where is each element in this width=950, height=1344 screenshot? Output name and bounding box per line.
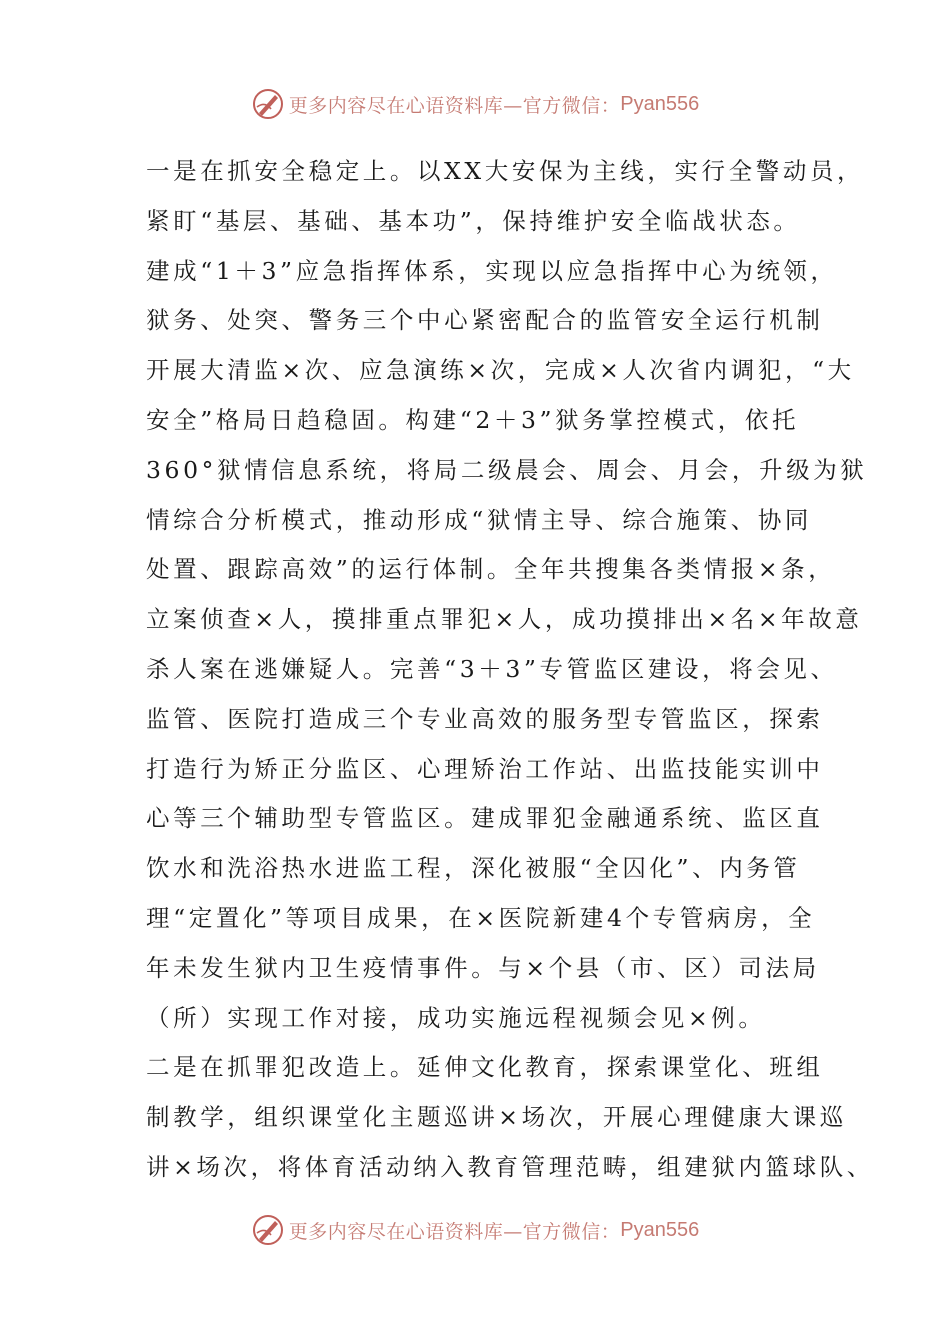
body-line: 狱务、处突、警务三个中心紧密配合的监管安全运行机制 (146, 306, 824, 335)
pen-logo-icon (251, 1213, 285, 1247)
body-line: 处置、跟踪高效”的运行体制。全年共搜集各类情报×条， (146, 555, 836, 584)
body-line: 饮水和洗浴热水进监工程，深化被服“全囚化”、内务管 (146, 854, 801, 883)
body-line: 建成“1＋3”应急指挥体系，实现以应急指挥中心为统领， (146, 256, 838, 285)
body-line: 理“定置化”等项目成果，在×医院新建4个专管病房，全 (146, 903, 816, 932)
header-banner (0, 84, 950, 124)
document-body (146, 147, 874, 1193)
body-line: 监管、医院打造成三个专业高效的服务型专管监区，探索 (146, 704, 824, 733)
body-line: 年未发生狱内卫生疫情事件。与×个县（市、区）司法局 (146, 953, 820, 982)
body-line: 杀人案在逃嫌疑人。完善“3＋3”专管监区建设，将会见、 (146, 654, 838, 683)
body-line: 打造行为矫正分监区、心理矫治工作站、出监技能实训中 (146, 754, 824, 783)
body-line: 立案侦查×人，摸排重点罪犯×人，成功摸排出×名×年故意 (146, 605, 863, 634)
body-line: 讲×场次，将体育活动纳入教育管理范畴，组建狱内篮球队、 (146, 1152, 874, 1181)
body-line: 安全”格局日趋稳固。构建“2＋3”狱务掌控模式，依托 (146, 405, 800, 434)
body-line: 二是在抓罪犯改造上。延伸文化教育，探索课堂化、班组 (146, 1053, 824, 1082)
body-line: （所）实现工作对接，成功实施远程视频会见×例。 (146, 1003, 766, 1032)
body-line: 开展大清监×次、应急演练×次，完成×人次省内调犯，“大 (146, 356, 855, 385)
footer-wechat-id: Pyan556 (620, 1218, 700, 1241)
footer-banner-text: 更多内容尽在心语资料库—官方微信： (288, 1220, 621, 1243)
body-line: 情综合分析模式，推动形成“狱情主导、综合施策、协同 (146, 505, 813, 534)
body-line: 心等三个辅助型专管监区。建成罪犯金融通系统、监区直 (146, 804, 824, 833)
footer-banner (0, 1210, 950, 1250)
header-banner-text: 更多内容尽在心语资料库—官方微信： (288, 94, 621, 117)
body-line: 制教学，组织课堂化主题巡讲×场次，开展心理健康大课巡 (146, 1103, 847, 1132)
pen-logo-icon (251, 87, 285, 121)
header-wechat-id: Pyan556 (620, 92, 700, 115)
body-line: 一是在抓安全稳定上。以XX大安保为主线，实行全警动员， (146, 157, 865, 185)
body-line: 紧盯“基层、基础、基本功”，保持维护安全临战状态。 (146, 206, 801, 235)
body-line: 360°狱情信息系统，将局二级晨会、周会、月会，升级为狱 (146, 455, 868, 484)
